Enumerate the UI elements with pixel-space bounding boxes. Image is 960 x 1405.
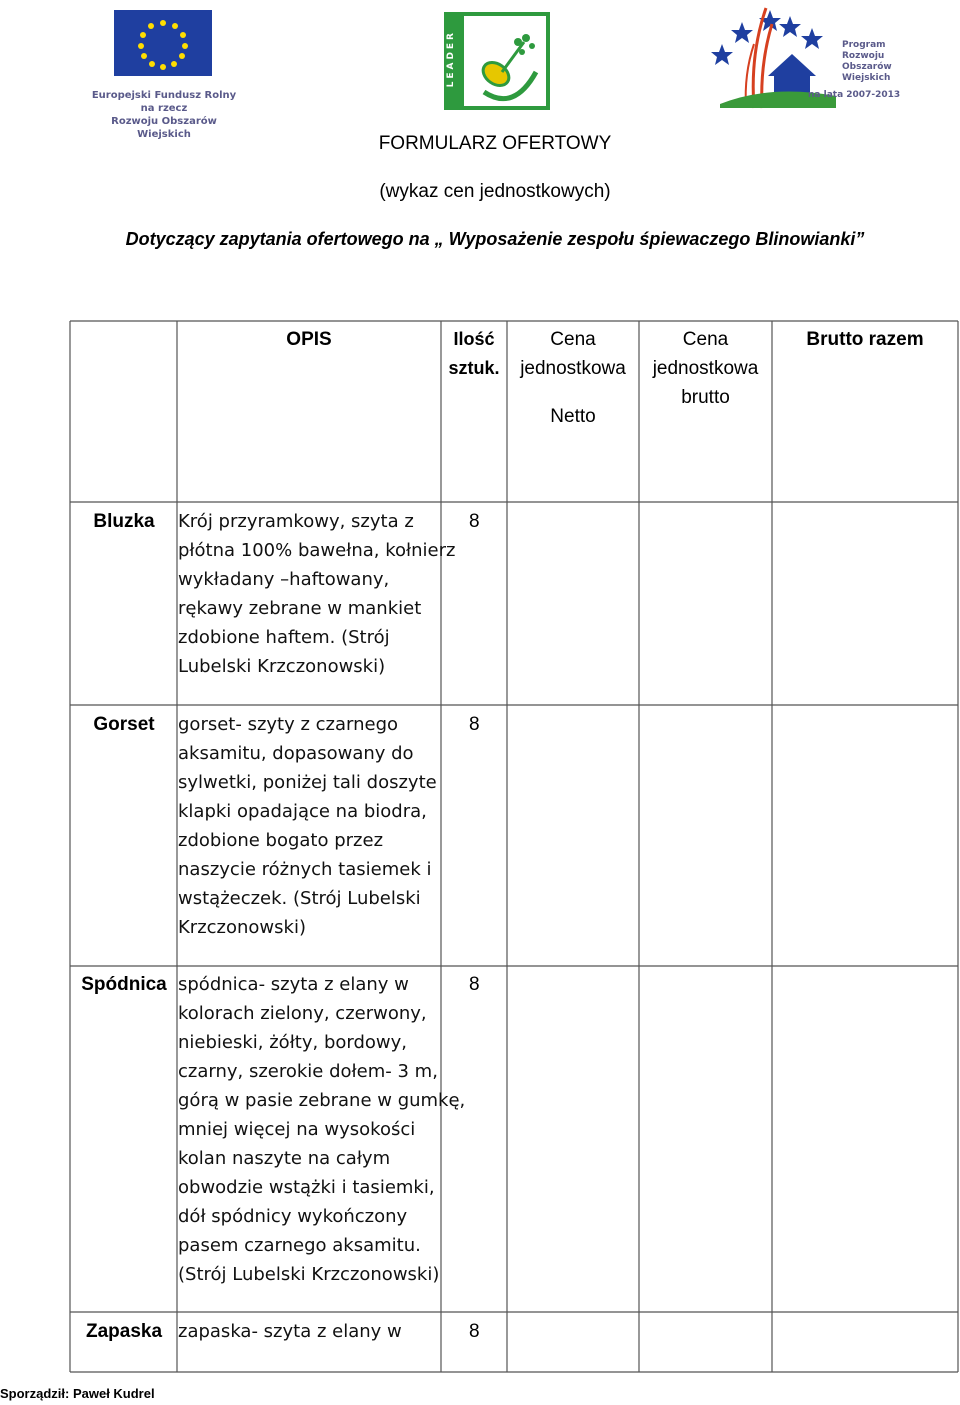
row-qty-zapaska: 8: [469, 1321, 480, 1342]
row-label-gorset: Gorset: [93, 714, 155, 735]
description-line: mniej więcej na wysokości: [178, 1119, 416, 1140]
prow-line2: Rozwoju: [842, 51, 885, 61]
description-line: pasem czarnego aksamitu.: [178, 1235, 421, 1256]
description-line: naszycie różnych tasiemek i: [178, 859, 432, 880]
description-line: klapki opadające na biodra,: [178, 801, 427, 822]
prow-line4: Wiejskich: [842, 73, 891, 83]
prow-logo: [710, 4, 901, 112]
prow-line3: Obszarów: [842, 62, 892, 72]
eu-flag-icon: [84, 10, 244, 80]
header-brutto-razem: Brutto razem: [806, 329, 924, 350]
header-ilosc: [441, 325, 507, 383]
row-description-spodnica: [178, 970, 465, 1289]
header-cena-netto: [507, 325, 639, 431]
header-cena-brutto: [639, 325, 772, 412]
description-line: wstążeczek. (Strój Lubelski: [178, 888, 421, 909]
description-line: zdobione bogato przez: [178, 830, 384, 851]
description-line: zapaska- szyta z elany w: [178, 1321, 402, 1342]
header-brutto-line2: jednostkowa: [652, 358, 759, 379]
description-line: Krój przyramkowy, szyta z: [178, 511, 414, 532]
description-line: płótna 100% bawełna, kołnierz: [178, 540, 456, 561]
description-line: Lubelski Krzczonowski): [178, 656, 386, 677]
leader-logo: [444, 12, 552, 112]
description-line: kolan naszyte na całym: [178, 1148, 391, 1169]
eu-logo-line3: Rozwoju Obszarów Wiejskich: [111, 116, 217, 140]
footer-author: Sporządził: Paweł Kudrel: [0, 1386, 155, 1401]
description-line: sylwetki, poniżej tali doszyte: [178, 772, 437, 793]
eu-fund-logo: [84, 10, 244, 140]
description-line: niebieski, żółty, bordowy,: [178, 1032, 408, 1053]
header-netto-line3: Netto: [550, 406, 596, 427]
description-line: (Strój Lubelski Krzczonowski): [178, 1264, 440, 1285]
header-netto-line2: jednostkowa: [520, 358, 626, 379]
form-title: FORMULARZ OFERTOWY: [378, 133, 612, 154]
header-opis: OPIS: [286, 329, 332, 350]
row-label-bluzka: Bluzka: [93, 511, 155, 532]
header-brutto-line3: brutto: [681, 387, 730, 408]
description-line: obwodzie wstążki i tasiemki,: [178, 1177, 435, 1198]
description-line: wykładany –haftowany,: [178, 569, 390, 590]
description-line: zdobione haftem. (Strój: [178, 627, 390, 648]
eu-logo-line1: Europejski Fundusz Rolny: [91, 90, 237, 101]
eu-logo-line2: na rzecz: [140, 103, 188, 114]
description-line: aksamitu, dopasowany do: [178, 743, 414, 764]
header-ilosc-line1: Ilość: [453, 329, 495, 349]
description-line: górą w pasie zebrane w gumkę,: [178, 1090, 466, 1111]
row-description-zapaska: [178, 1317, 402, 1346]
description-line: dół spódnicy wykończony: [178, 1206, 408, 1227]
row-qty-bluzka: 8: [469, 511, 480, 532]
description-line: czarny, szerokie dołem- 3 m,: [178, 1061, 438, 1082]
row-label-zapaska: Zapaska: [85, 1321, 163, 1342]
row-description-bluzka: [178, 507, 455, 681]
header-netto-line1: Cena: [550, 329, 596, 350]
description-line: kolorach zielony, czerwony,: [178, 1003, 427, 1024]
description-line: spódnica- szyta z elany w: [178, 974, 409, 995]
prow-line1: Program: [842, 40, 886, 50]
row-qty-spodnica: 8: [469, 974, 480, 995]
row-label-spodnica: Spódnica: [81, 974, 167, 995]
leader-vertical-text: LEADER: [446, 30, 456, 88]
form-subtitle: (wykaz cen jednostkowych): [379, 181, 611, 202]
header-brutto-line1: Cena: [682, 329, 729, 350]
description-line: Krzczonowski): [178, 917, 306, 938]
description-line: gorset- szyty z czarnego: [178, 714, 399, 735]
description-line: rękawy zebrane w mankiet: [178, 598, 422, 619]
form-reference: Dotyczący zapytania ofertowego na „ Wyposażenie zespołu śpiewaczego Blinowianki”: [125, 229, 865, 249]
row-qty-gorset: 8: [469, 714, 480, 735]
header-ilosc-line2: sztuk.: [448, 358, 500, 378]
row-description-gorset: [178, 710, 437, 942]
prow-line5: na lata 2007-2013: [808, 90, 901, 100]
